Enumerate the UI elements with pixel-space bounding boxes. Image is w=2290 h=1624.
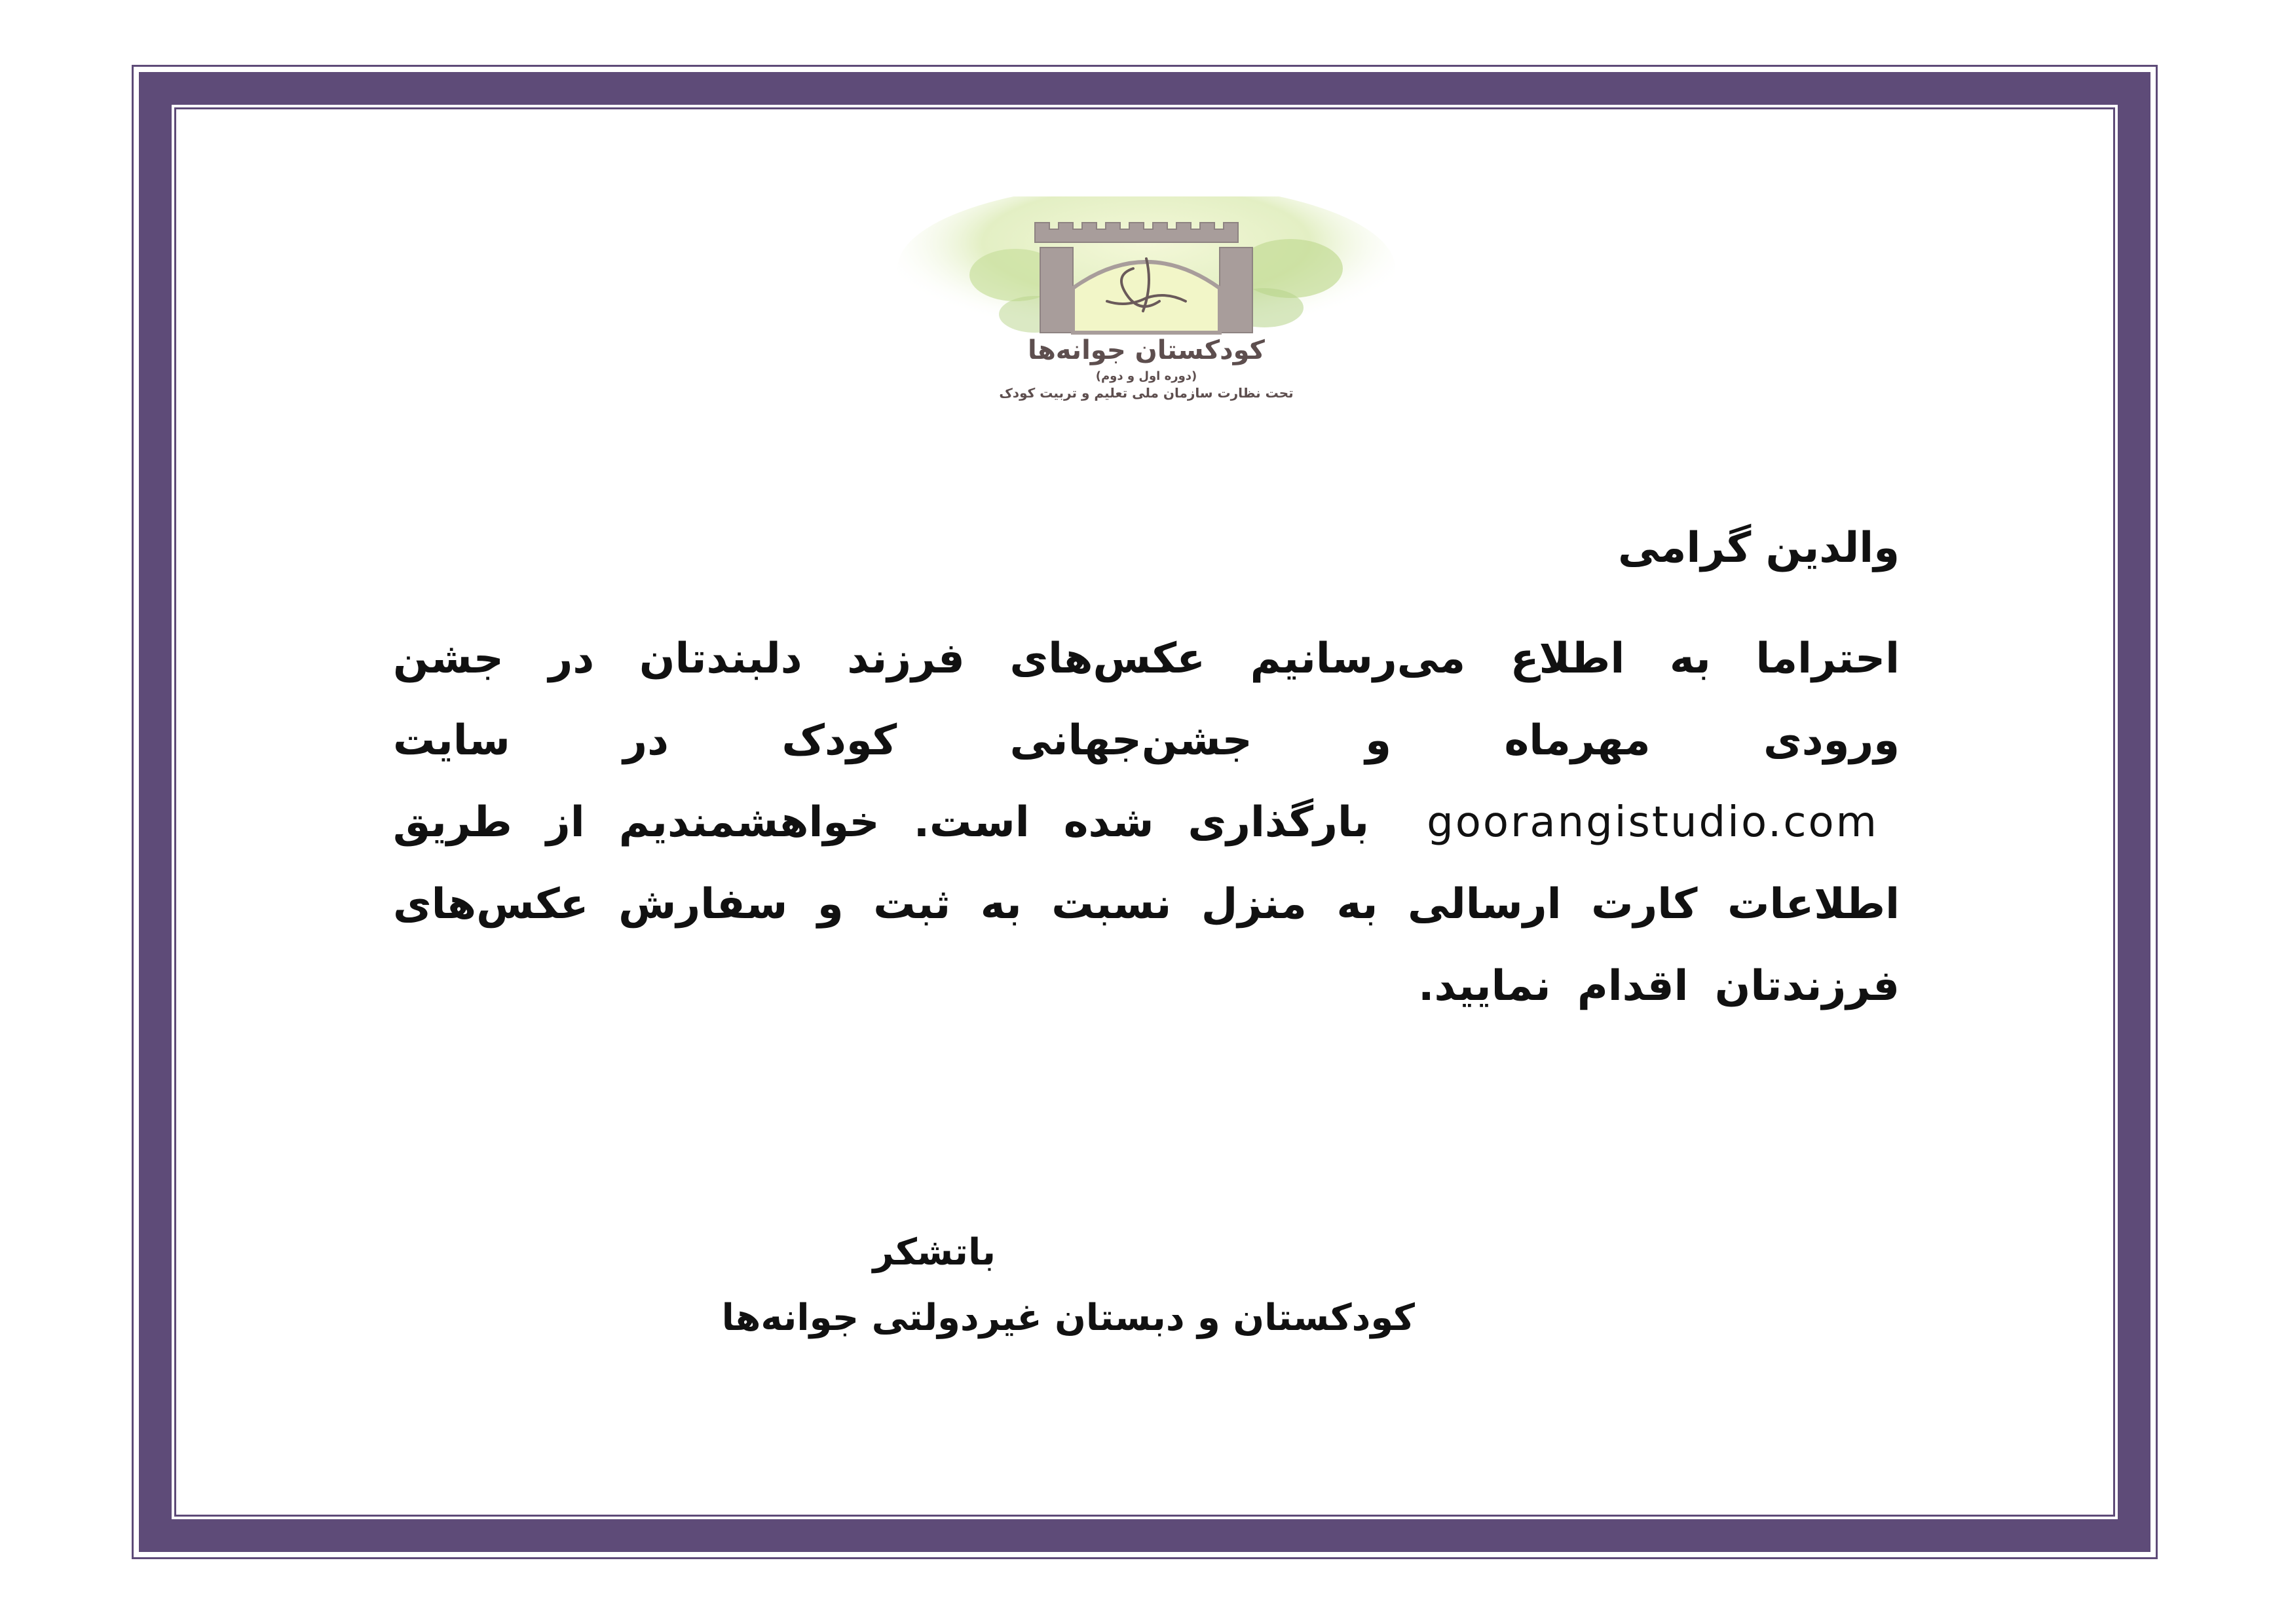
logo-subtitle-supervision: تحت نظارت سازمان ملی تعلیم و تربیت کودک — [999, 385, 1294, 401]
website-link[interactable]: goorangistudio.com — [1427, 798, 1879, 847]
body-text-part-2: بارگذاری شده است. خواهشمندیم از طریق اطلاعات کارت ارسالی به منزل نسبت به ثبت و سفارش عکس‌های فرزندتان اقدام نمایید. — [393, 798, 1900, 1010]
body-text-part-1: احتراما به اطلاع می‌رسانیم عکس‌های فرزند دلبندتان در جشن ورودی مهرماه و جشن‌جهانی کودک در سایت — [393, 635, 1900, 765]
logo-subtitle-period: (دوره اول و دوم) — [1095, 369, 1197, 383]
letter-body — [393, 618, 1900, 1027]
signature: کودکستان و دبستان غیردولتی جوانه‌ها — [721, 1297, 1415, 1339]
logo-name: کودکستان جوانه‌ها — [1028, 335, 1265, 365]
greeting: والدین گرامی — [1618, 524, 1900, 572]
letter-content — [393, 524, 1900, 1027]
closing-thanks: باتشکر — [873, 1231, 996, 1274]
kindergarten-logo — [871, 196, 1421, 419]
